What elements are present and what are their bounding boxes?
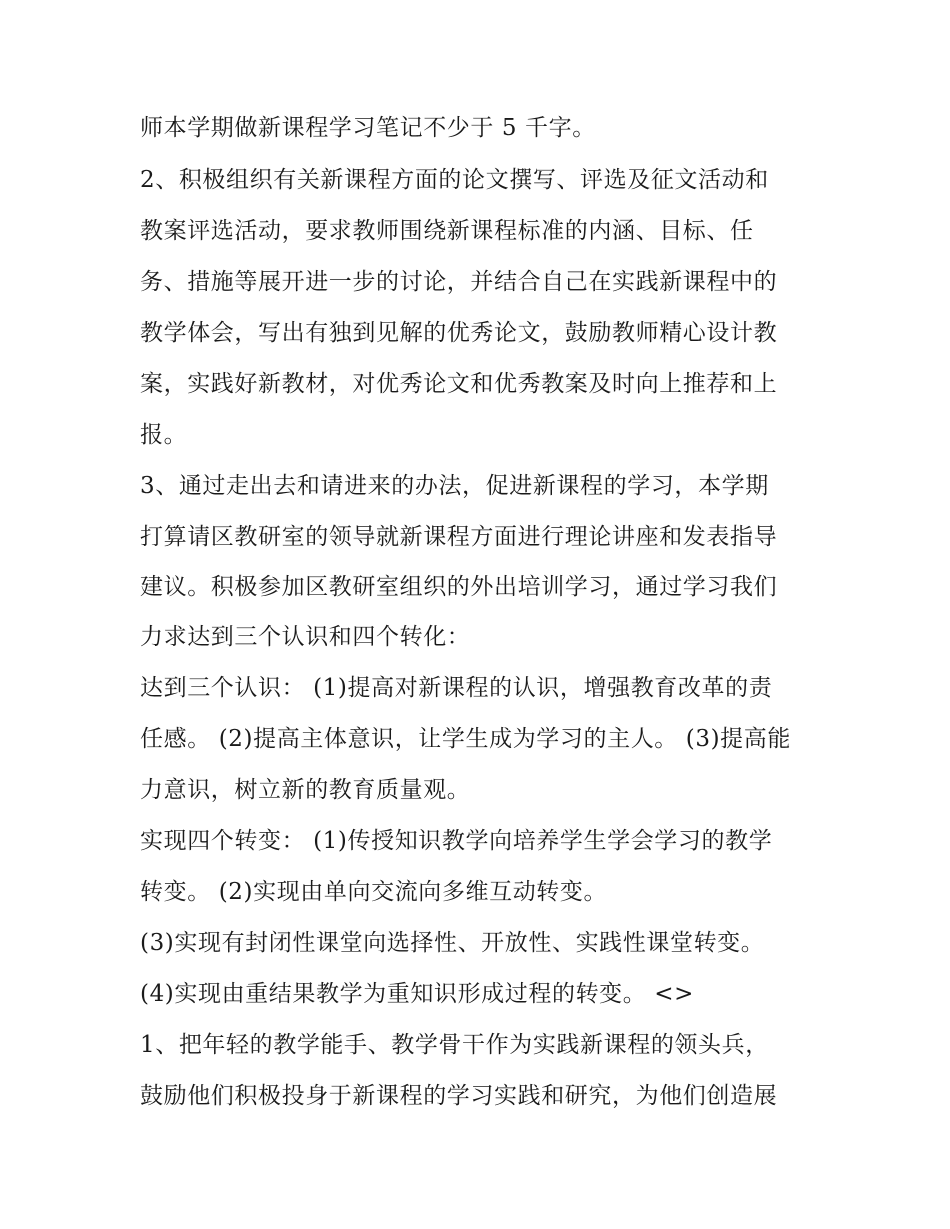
text-line: 建议。积极参加区教研室组织的外出培训学习，通过学习我们 xyxy=(140,574,778,600)
text-line: 1、把年轻的教学能手、教学骨干作为实践新课程的领头兵， xyxy=(140,1032,769,1058)
text-line: 力求达到三个认识和四个转化： xyxy=(140,624,471,650)
text-line: 转变。 (2)实现由单向交流向多维互动转变。 xyxy=(140,879,608,905)
text-line: 教案评选活动，要求教师围绕新课程标准的内涵、目标、任 xyxy=(140,218,754,244)
text-line: 力意识，树立新的教育质量观。 xyxy=(140,777,471,803)
text-line: 达到三个认识： (1)提高对新课程的认识，增强教育改革的责 xyxy=(140,675,773,701)
text-line: 任感。 (2)提高主体意识，让学生成为学习的主人。 (3)提高能 xyxy=(140,726,791,752)
text-line: (3)实现有封闭性课堂向选择性、开放性、实践性课堂转变。 xyxy=(140,930,765,956)
text-line: 报。 xyxy=(140,422,188,448)
text-line: (4)实现由重结果教学为重知识形成过程的转变。 <> xyxy=(140,981,695,1007)
text-line: 3、通过走出去和请进来的办法，促进新课程的学习，本学期 xyxy=(140,473,769,499)
text-line: 案，实践好新教材，对优秀论文和优秀教案及时向上推荐和上 xyxy=(140,371,778,397)
text-line: 教学体会，写出有独到见解的优秀论文，鼓励教师精心设计教 xyxy=(140,320,778,346)
text-line: 打算请区教研室的领导就新课程方面进行理论讲座和发表指导 xyxy=(140,524,778,550)
text-line: 务、措施等展开进一步的讨论，并结合自己在实践新课程中的 xyxy=(140,269,778,295)
text-line: 实现四个转变： (1)传授知识教学向培养学生学会学习的教学 xyxy=(140,828,773,854)
text-line: 鼓励他们积极投身于新课程的学习实践和研究，为他们创造展 xyxy=(140,1083,778,1109)
text-line: 2、积极组织有关新课程方面的论文撰写、评选及征文活动和 xyxy=(140,167,769,193)
text-line: 师本学期做新课程学习笔记不少于 5 千字。 xyxy=(140,115,596,141)
